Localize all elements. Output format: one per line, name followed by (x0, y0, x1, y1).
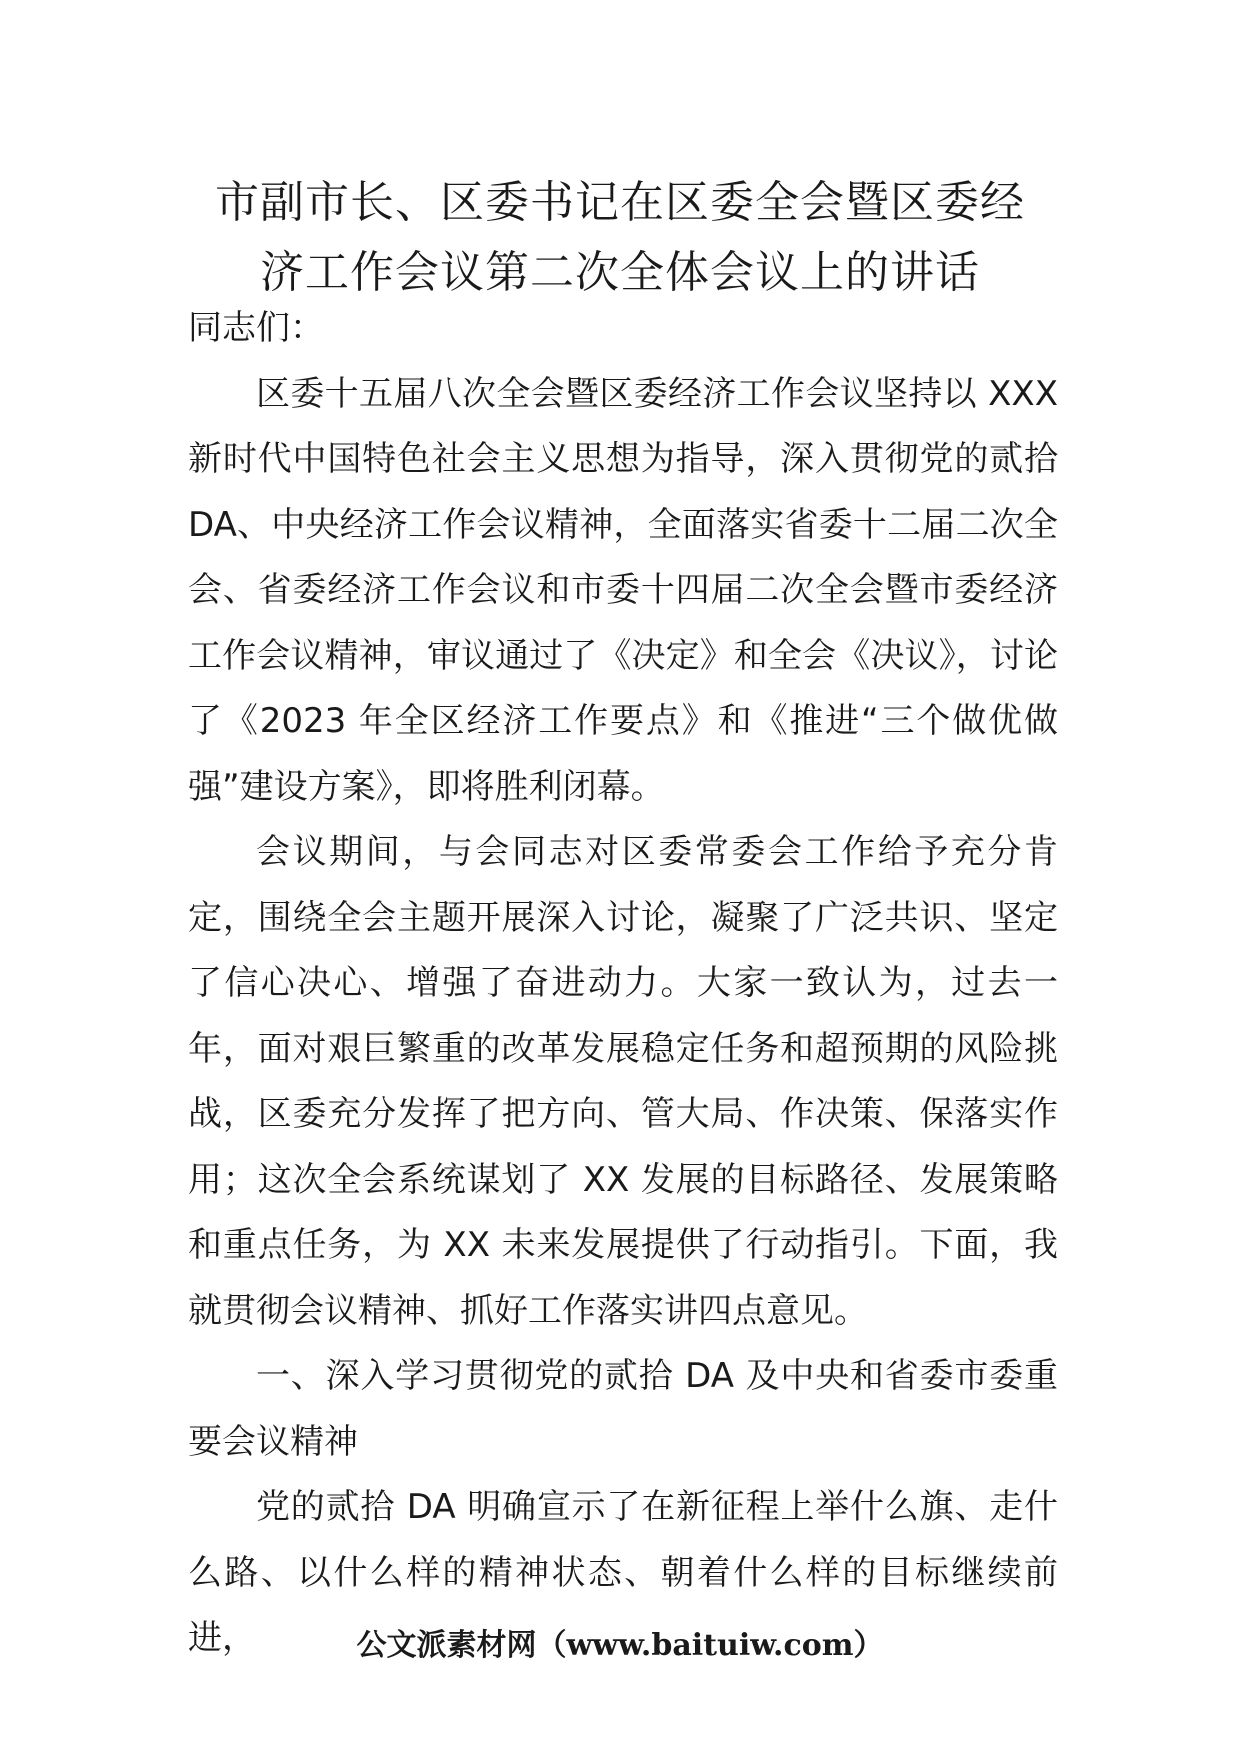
title-line-2: 济工作会议第二次全体会议上的讲话 (260, 247, 980, 298)
document-title (170, 168, 1070, 308)
title-line-1: 市副市长、区委书记在区委全会暨区委经 (215, 177, 1025, 228)
paragraph-1: 区委十五届八次全会暨区委经济工作会议坚持以 XXX 新时代中国特色社会主义思想为指导，深入贯彻党的贰拾 DA、中央经济工作会议精神，全面落实省委十二届二次全会、省委经济工作会议和市委十四届二次全会暨市委经济工作会议精神，审议通过了《决定》和全会《决议》，讨论了《2023 年全区经济工作要点》和《推进“三个做优做强”建设方案》，即将胜利闭幕。 (188, 373, 1058, 807)
salutation: 同志们： (188, 308, 324, 348)
section-heading-1: 一、深入学习贯彻党的贰拾 DA 及中央和省委市委重要会议精神 (188, 1356, 1058, 1462)
paragraph-2: 会议期间，与会同志对区委常委会工作给予充分肯定，围绕全会主题开展深入讨论，凝聚了广泛共识、坚定了信心决心、增强了奋进动力。大家一致认为，过去一年，面对艰巨繁重的改革发展稳定任务和超预期的风险挑战，区委充分发挥了把方向、管大局、作决策、保落实作用；这次全会系统谋划了 XX 发展的目标路径、发展策略和重点任务，为 XX 未来发展提供了行动指引。下面，我就贯彻会议精神、抓好工作落实讲四点意见。 (188, 832, 1058, 1331)
paragraph-3: 党的贰拾 DA 明确宣示了在新征程上举什么旗、走什么路、以什么样的精神状态、朝着什么样的目标继续前进， (188, 1487, 1058, 1658)
document-body (188, 296, 1058, 1672)
footer-watermark: 公文派素材网（www.baituiw.com） (356, 1628, 884, 1663)
